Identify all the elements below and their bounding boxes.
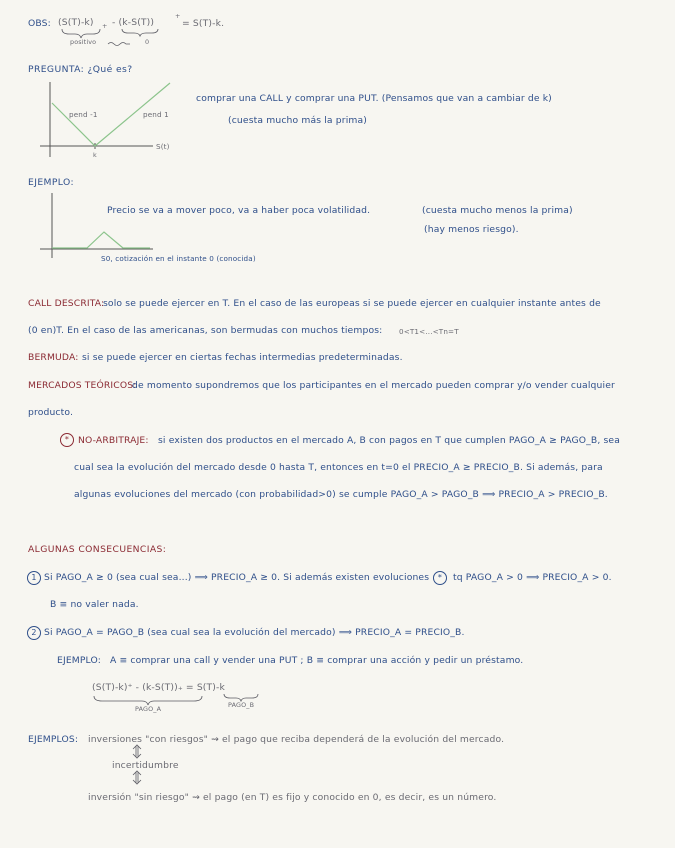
obs-minus: - (k-S(T)) <box>112 17 155 28</box>
mercados-label: MERCADOS TEÓRICOS: <box>28 380 137 391</box>
no-arbitraje-line3: algunas evoluciones del mercado (con probabilidad>0) se cumple PAGO_A > PAGO_B ⟹ PRECIO_A > PRECIO_B. <box>74 489 608 500</box>
pregunta-note: (cuesta mucho más la prima) <box>228 115 368 126</box>
mercados-line1: de momento supondremos que los participantes en el mercado pueden comprar y/o vender cualquier <box>132 380 615 391</box>
s-axis-label: S(t) <box>156 142 170 151</box>
call-descrita-times: 0<T1<...<Tn=T <box>399 327 459 336</box>
bermuda-text: si se puede ejercer en ciertas fechas intermedias predeterminadas. <box>82 352 403 363</box>
straddle-payoff <box>52 83 170 146</box>
call-descrita-line1: solo se puede ejercer en T. En el caso de las europeas si se puede ejercer en cualquier instante antes de <box>103 298 601 309</box>
obs-under-zero: 0 <box>145 38 150 46</box>
no-arbitraje-line2: cual sea la evolución del mercado desde 0 hasta T, entonces en t=0 el PRECIO_A ≥ PRECIO_B. Si además, para <box>74 462 603 473</box>
consecuencia-1-star: * <box>433 571 450 585</box>
consecuencia-1-number: 1 <box>27 571 44 585</box>
no-arbitraje-star: * <box>60 433 77 447</box>
arrow-up-down-1 <box>133 745 141 758</box>
pregunta-heading: PREGUNTA: ¿Qué es? <box>28 64 133 75</box>
no-arbitraje-line1: si existen dos productos en el mercado A, B con pagos en T que cumplen PAGO_A ≥ PAGO_B, sea <box>158 435 620 446</box>
slope-right-label: pend 1 <box>143 110 169 119</box>
consecuencias-heading: ALGUNAS CONSECUENCIAS: <box>28 544 167 555</box>
obs-sup: + <box>175 12 181 20</box>
ejemplo-axis-caption: S0, cotización en el instante 0 (conocida) <box>101 254 256 263</box>
consecuencia-2-number: 2 <box>27 626 44 640</box>
obs-plus: + <box>102 22 108 30</box>
ejemplo-text: Precio se va a mover poco, va a haber poca volatilidad. <box>107 205 371 216</box>
mercados-line2: producto. <box>28 407 74 418</box>
consecuencia-ejemplo-text: A ≡ comprar una call y vender una PUT ; B ≡ comprar una acción y pedir un préstamo. <box>110 655 524 666</box>
consecuencia-2-text: Si PAGO_A = PAGO_B (sea cual sea la evolución del mercado) ⟹ PRECIO_A = PRECIO_B. <box>44 627 465 638</box>
pago-a-brace <box>94 696 202 705</box>
pago-b-label: PAGO_B <box>228 701 255 709</box>
consecuencia-1-b: B ≡ no valer nada. <box>50 599 139 610</box>
pago-a-label: PAGO_A <box>135 705 162 713</box>
obs-formula: (S(T)-k) <box>58 17 94 28</box>
butterfly-payoff <box>52 232 150 248</box>
ejemplos-mid: incertidumbre <box>112 760 179 771</box>
obs-result: = S(T)-k. <box>182 18 225 29</box>
consecuencia-1-tail: tq PAGO_A > 0 ⟹ PRECIO_A > 0. <box>453 572 612 583</box>
obs-squiggle <box>108 43 130 46</box>
no-arbitraje-label: NO-ARBITRAJE: <box>78 435 149 446</box>
ejemplos-line1: inversiones "con riesgos" ⇝ el pago que reciba dependerá de la evolución del mercado. <box>88 734 505 745</box>
obs-under-positivo: positivo <box>70 38 97 46</box>
ejemplo-note-2: (hay menos riesgo). <box>424 224 519 235</box>
obs-label: OBS: <box>28 18 51 29</box>
ejemplo-heading: EJEMPLO: <box>28 177 74 188</box>
consecuencia-formula: (S(T)-k)⁺ - (k-S(T))₊ = S(T)-k <box>92 682 225 693</box>
pago-b-brace <box>224 694 258 701</box>
consecuencia-ejemplo-label: EJEMPLO: <box>57 655 101 666</box>
arrow-up-down-2 <box>133 771 141 784</box>
obs-brace-2 <box>122 29 158 36</box>
pregunta-answer: comprar una CALL y comprar una PUT. (Pensamos que van a cambiar de k) <box>196 93 552 104</box>
ejemplos-line2: inversión "sin riesgo" ⇝ el pago (en T) es fijo y conocido en 0, es decir, es un número. <box>88 792 497 803</box>
ejemplos-label: EJEMPLOS: <box>28 734 79 745</box>
obs-brace-1 <box>62 29 100 38</box>
call-descrita-label: CALL DESCRITA: <box>28 298 105 309</box>
bermuda-label: BERMUDA: <box>28 352 79 363</box>
ejemplo-note-1: (cuesta mucho menos la prima) <box>422 205 573 216</box>
call-descrita-line2: (0 en)T. En el caso de las americanas, son bermudas con muchos tiempos: <box>28 325 383 336</box>
k-tick-label: k <box>93 151 97 159</box>
consecuencia-1-text: Si PAGO_A ≥ 0 (sea cual sea...) ⟹ PRECIO_A ≥ 0. Si además existen evoluciones <box>44 572 430 583</box>
slope-left-label: pend -1 <box>69 110 98 119</box>
